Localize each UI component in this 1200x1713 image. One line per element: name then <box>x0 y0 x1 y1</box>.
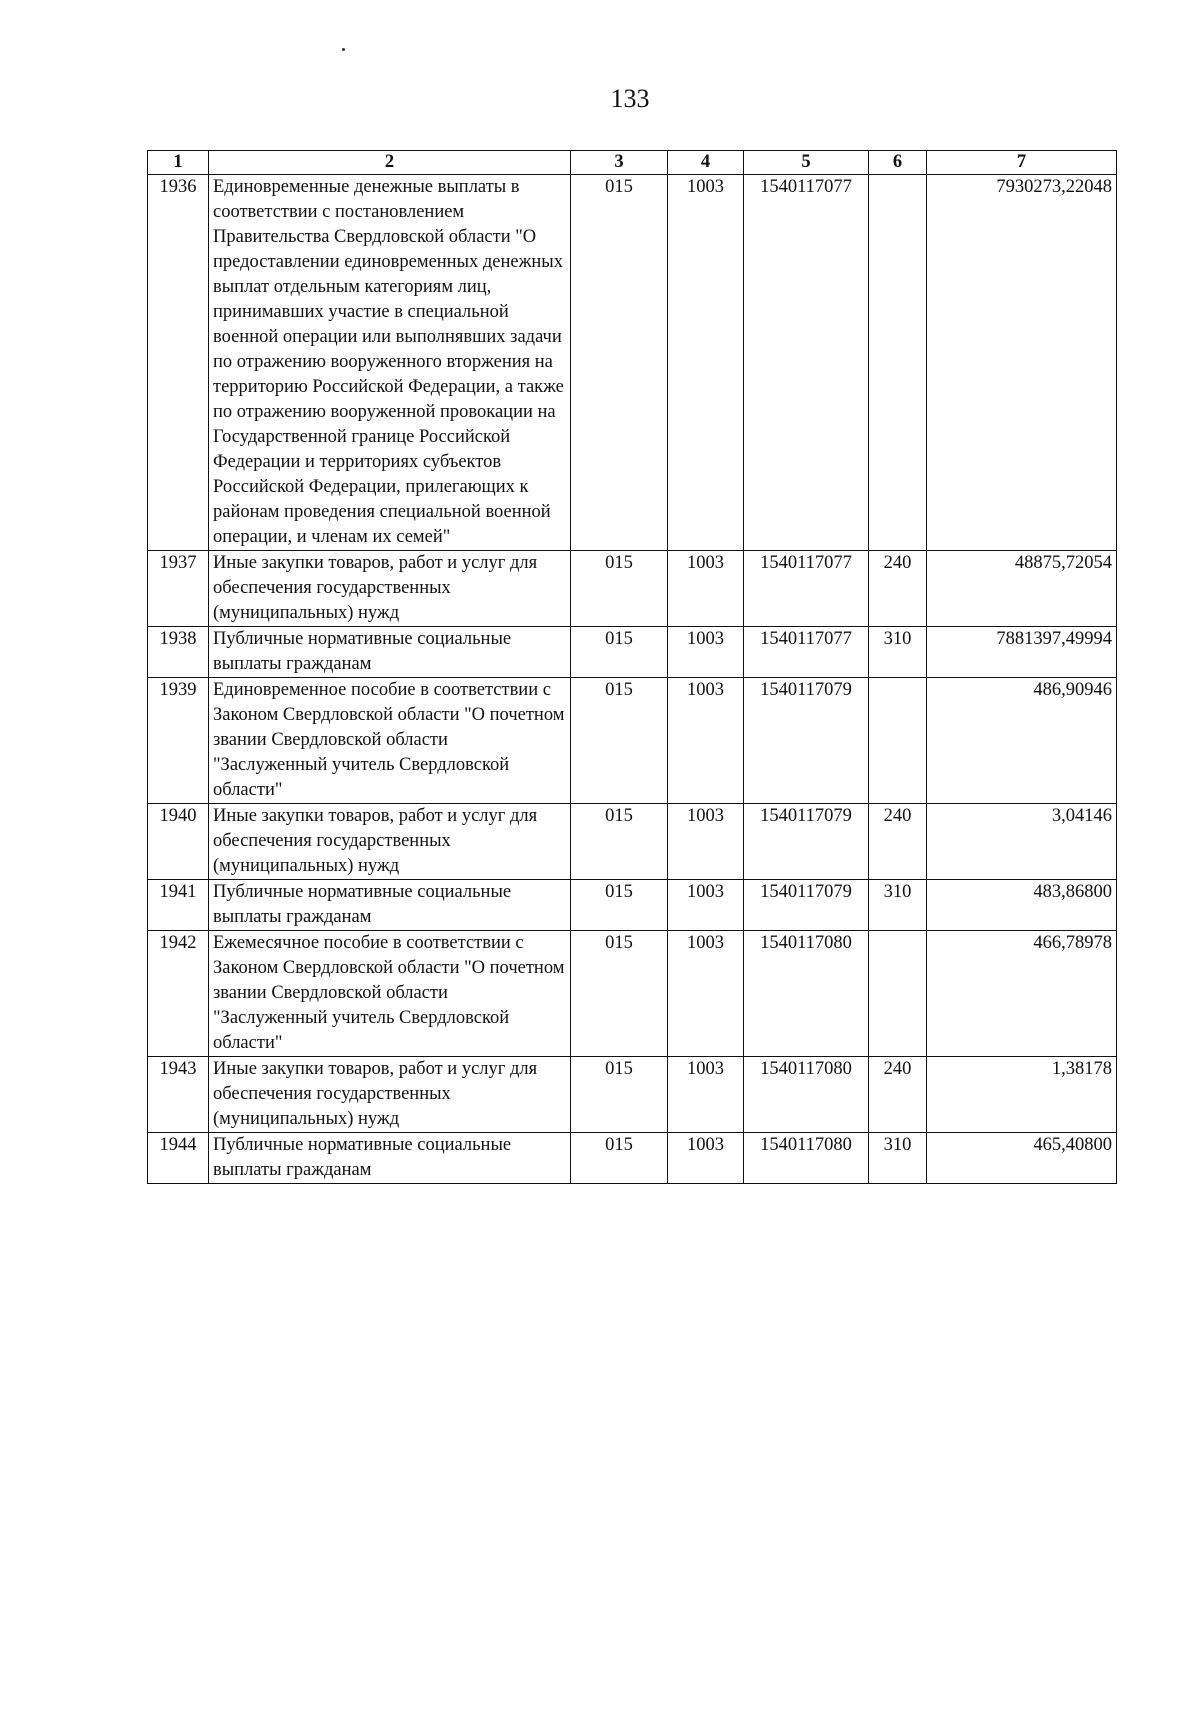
row-code-4: 1003 <box>668 804 744 880</box>
table-row <box>148 627 1117 678</box>
row-code-6: 310 <box>869 880 927 931</box>
row-code-4: 1003 <box>668 551 744 627</box>
row-number: 1941 <box>148 880 209 931</box>
row-code-4: 1003 <box>668 1057 744 1133</box>
table-row <box>148 1057 1117 1133</box>
row-code-5: 1540117079 <box>744 880 869 931</box>
row-code-3: 015 <box>571 1057 668 1133</box>
row-description: Публичные нормативные социальные выплаты гражданам <box>209 1133 571 1184</box>
row-code-5: 1540117077 <box>744 175 869 551</box>
row-code-3: 015 <box>571 551 668 627</box>
row-number: 1936 <box>148 175 209 551</box>
row-number: 1939 <box>148 678 209 804</box>
table-row <box>148 1133 1117 1184</box>
row-code-5: 1540117079 <box>744 804 869 880</box>
header-col-5: 5 <box>744 151 869 175</box>
page-number: 133 <box>610 84 650 113</box>
header-col-7: 7 <box>927 151 1117 175</box>
row-amount: 3,04146 <box>927 804 1117 880</box>
row-code-6 <box>869 678 927 804</box>
row-code-3: 015 <box>571 931 668 1057</box>
row-code-4: 1003 <box>668 175 744 551</box>
row-number: 1940 <box>148 804 209 880</box>
row-description: Иные закупки товаров, работ и услуг для обеспечения государственных (муниципальных) нужд <box>209 804 571 880</box>
row-code-4: 1003 <box>668 1133 744 1184</box>
row-code-6: 240 <box>869 551 927 627</box>
row-description: Иные закупки товаров, работ и услуг для обеспечения государственных (муниципальных) нужд <box>209 1057 571 1133</box>
header-col-6: 6 <box>869 151 927 175</box>
row-amount: 466,78978 <box>927 931 1117 1057</box>
row-code-6 <box>869 175 927 551</box>
row-description: Публичные нормативные социальные выплаты гражданам <box>209 627 571 678</box>
row-amount: 1,38178 <box>927 1057 1117 1133</box>
row-amount: 7930273,22048 <box>927 175 1117 551</box>
row-code-3: 015 <box>571 880 668 931</box>
table-row <box>148 880 1117 931</box>
header-row <box>148 151 1117 175</box>
row-code-3: 015 <box>571 678 668 804</box>
row-amount: 48875,72054 <box>927 551 1117 627</box>
table-row <box>148 678 1117 804</box>
row-amount: 483,86800 <box>927 880 1117 931</box>
row-amount: 7881397,49994 <box>927 627 1117 678</box>
row-code-4: 1003 <box>668 627 744 678</box>
row-number: 1938 <box>148 627 209 678</box>
table-row <box>148 804 1117 880</box>
row-code-4: 1003 <box>668 880 744 931</box>
table-row <box>148 931 1117 1057</box>
row-number: 1943 <box>148 1057 209 1133</box>
row-description: Единовременные денежные выплаты в соответствии с постановлением Правительства Свердловской области "О предоставлении единовременных денежных выплат отдельным категориям лиц, принимавших участие в специальной военной операции или выполнявших задачи по отражению вооруженного вторжения на территорию Российской Федерации, а также по отражению вооруженной провокации на Государственной границе Российской Федерации и территориях субъектов Российской Федерации, прилегающих к районам проведения специальной военной операции, и членам их семей" <box>209 175 571 551</box>
header-col-1: 1 <box>148 151 209 175</box>
table-row <box>148 551 1117 627</box>
row-code-5: 1540117080 <box>744 1057 869 1133</box>
row-code-5: 1540117080 <box>744 1133 869 1184</box>
row-code-6: 240 <box>869 804 927 880</box>
row-number: 1944 <box>148 1133 209 1184</box>
header-col-2: 2 <box>209 151 571 175</box>
row-code-4: 1003 <box>668 931 744 1057</box>
row-code-6: 310 <box>869 627 927 678</box>
scan-dot <box>342 48 345 51</box>
row-number: 1942 <box>148 931 209 1057</box>
row-code-3: 015 <box>571 627 668 678</box>
row-code-6: 240 <box>869 1057 927 1133</box>
row-amount: 486,90946 <box>927 678 1117 804</box>
row-code-5: 1540117077 <box>744 551 869 627</box>
row-description: Иные закупки товаров, работ и услуг для обеспечения государственных (муниципальных) нужд <box>209 551 571 627</box>
budget-table <box>147 150 1117 1184</box>
row-code-5: 1540117079 <box>744 678 869 804</box>
row-code-3: 015 <box>571 1133 668 1184</box>
row-amount: 465,40800 <box>927 1133 1117 1184</box>
row-code-6: 310 <box>869 1133 927 1184</box>
row-code-5: 1540117080 <box>744 931 869 1057</box>
row-description: Ежемесячное пособие в соответствии с Законом Свердловской области "О почетном звании Свердловской области "Заслуженный учитель Свердловской области" <box>209 931 571 1057</box>
header-col-3: 3 <box>571 151 668 175</box>
table-row <box>148 175 1117 551</box>
row-description: Публичные нормативные социальные выплаты гражданам <box>209 880 571 931</box>
row-code-4: 1003 <box>668 678 744 804</box>
row-number: 1937 <box>148 551 209 627</box>
row-description: Единовременное пособие в соответствии с Законом Свердловской области "О почетном звании Свердловской области "Заслуженный учитель Свердловской области" <box>209 678 571 804</box>
row-code-3: 015 <box>571 175 668 551</box>
row-code-3: 015 <box>571 804 668 880</box>
row-code-5: 1540117077 <box>744 627 869 678</box>
header-col-4: 4 <box>668 151 744 175</box>
row-code-6 <box>869 931 927 1057</box>
